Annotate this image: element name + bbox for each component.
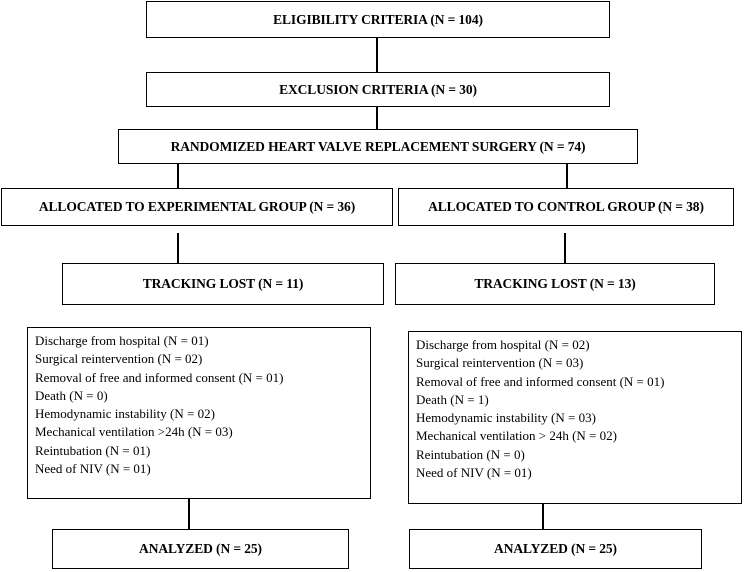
reason-item: Need of NIV (N = 01) — [35, 461, 151, 477]
reason-item: Removal of free and informed consent (N = 01) — [416, 373, 665, 389]
analyzed-control-label: ANALYZED (N = 25) — [494, 541, 617, 556]
reason-item: Reintubation (N = 0) — [416, 446, 525, 462]
reason-item: Discharge from hospital (N = 01) — [35, 333, 209, 348]
reason-item: Surgical reintervention (N = 02) — [35, 351, 203, 367]
reason-item: Mechanical ventilation > 24h (N = 02) — [416, 428, 617, 444]
reason-item: Hemodynamic instability (N = 02) — [35, 406, 215, 422]
connector-control-tracking — [564, 233, 566, 263]
eligibility-criteria-box — [146, 1, 610, 38]
connector-exclusion-randomized — [376, 107, 378, 129]
reason-item: Discharge from hospital (N = 02) — [416, 337, 590, 352]
allocated-experimental-box — [1, 188, 393, 226]
reason-item: Need of NIV (N = 01) — [416, 465, 532, 481]
tracking-lost-control-label: TRACKING LOST (N = 13) — [474, 276, 636, 291]
analyzed-control-box — [409, 529, 702, 569]
reason-item: Removal of free and informed consent (N = 01) — [35, 369, 284, 385]
analyzed-experimental-box — [52, 529, 349, 569]
allocated-control-label: ALLOCATED TO CONTROL GROUP (N = 38) — [428, 199, 704, 214]
exclusion-criteria-box — [146, 72, 610, 107]
tracking-lost-experimental-box — [62, 263, 384, 305]
randomized-label: RANDOMIZED HEART VALVE REPLACEMENT SURGERY (N = 74) — [170, 138, 586, 154]
reason-item: Hemodynamic instability (N = 03) — [416, 410, 596, 426]
reason-item: Surgical reintervention (N = 03) — [416, 355, 584, 371]
analyzed-experimental-label: ANALYZED (N = 25) — [139, 541, 262, 556]
exclusion-reasons-control-box — [408, 331, 742, 504]
connector-randomized-right — [566, 164, 568, 188]
reason-item: Death (N = 1) — [416, 391, 489, 407]
reason-item: Reintubation (N = 01) — [35, 442, 151, 458]
connector-randomized-left — [177, 164, 179, 188]
allocated-control-box — [398, 188, 734, 226]
connector-control-analyzed — [542, 504, 544, 529]
tracking-lost-control-box — [395, 263, 715, 305]
exclusion-criteria-label: EXCLUSION CRITERIA (N = 30) — [279, 81, 477, 97]
randomized-box — [118, 129, 638, 164]
tracking-lost-experimental-label: TRACKING LOST (N = 11) — [142, 276, 304, 291]
allocated-experimental-label: ALLOCATED TO EXPERIMENTAL GROUP (N = 36) — [38, 199, 356, 214]
eligibility-criteria-label: ELIGIBILITY CRITERIA (N = 104) — [273, 11, 483, 27]
reason-item: Mechanical ventilation >24h (N = 03) — [35, 424, 233, 440]
connector-experimental-tracking — [177, 233, 179, 263]
connector-experimental-analyzed — [188, 499, 190, 529]
exclusion-reasons-experimental-box — [27, 327, 371, 499]
reason-item: Death (N = 0) — [35, 387, 108, 403]
connector-eligibility-exclusion — [376, 38, 378, 72]
